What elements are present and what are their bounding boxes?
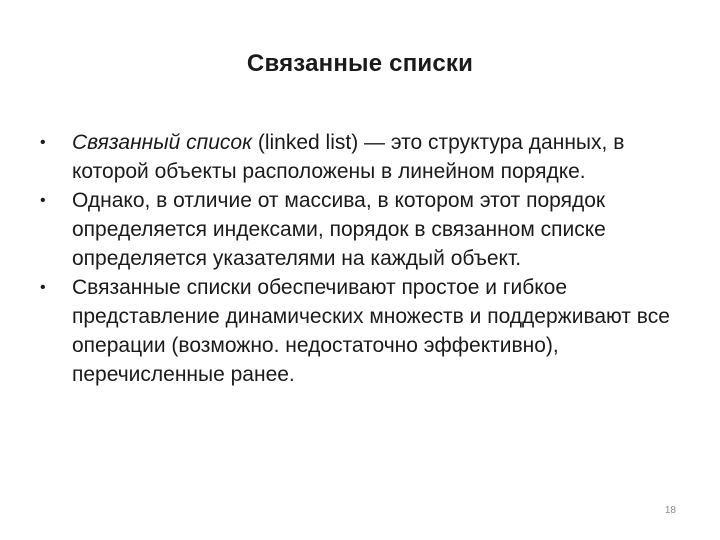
bullet-text: (linked list) — это структура данных, в которой объекты расположены в линейном порядке. — [72, 131, 625, 183]
bullet-text: Связанные списки обеспечивают простое и гибкое представление динамических множеств и поддерживают все операции (возможно. недостаточно эффективно), перечисленные ранее. — [72, 276, 670, 386]
page-number: 18 — [664, 505, 676, 516]
bullet-item-1 — [40, 128, 680, 186]
bullet-icon: • — [40, 192, 46, 209]
bullet-list — [40, 128, 680, 389]
bullet-item-3 — [40, 273, 680, 389]
bullet-term: Связанный список — [72, 131, 252, 154]
bullet-icon: • — [40, 279, 46, 296]
bullet-item-2 — [40, 186, 680, 273]
slide-title: Связанные списки — [246, 50, 474, 77]
bullet-icon: • — [40, 134, 46, 151]
bullet-text: Однако, в отличие от массива, в котором этот порядок определяется индексами, порядок в связанном списке определяется указателями на каждый объект. — [72, 189, 606, 270]
